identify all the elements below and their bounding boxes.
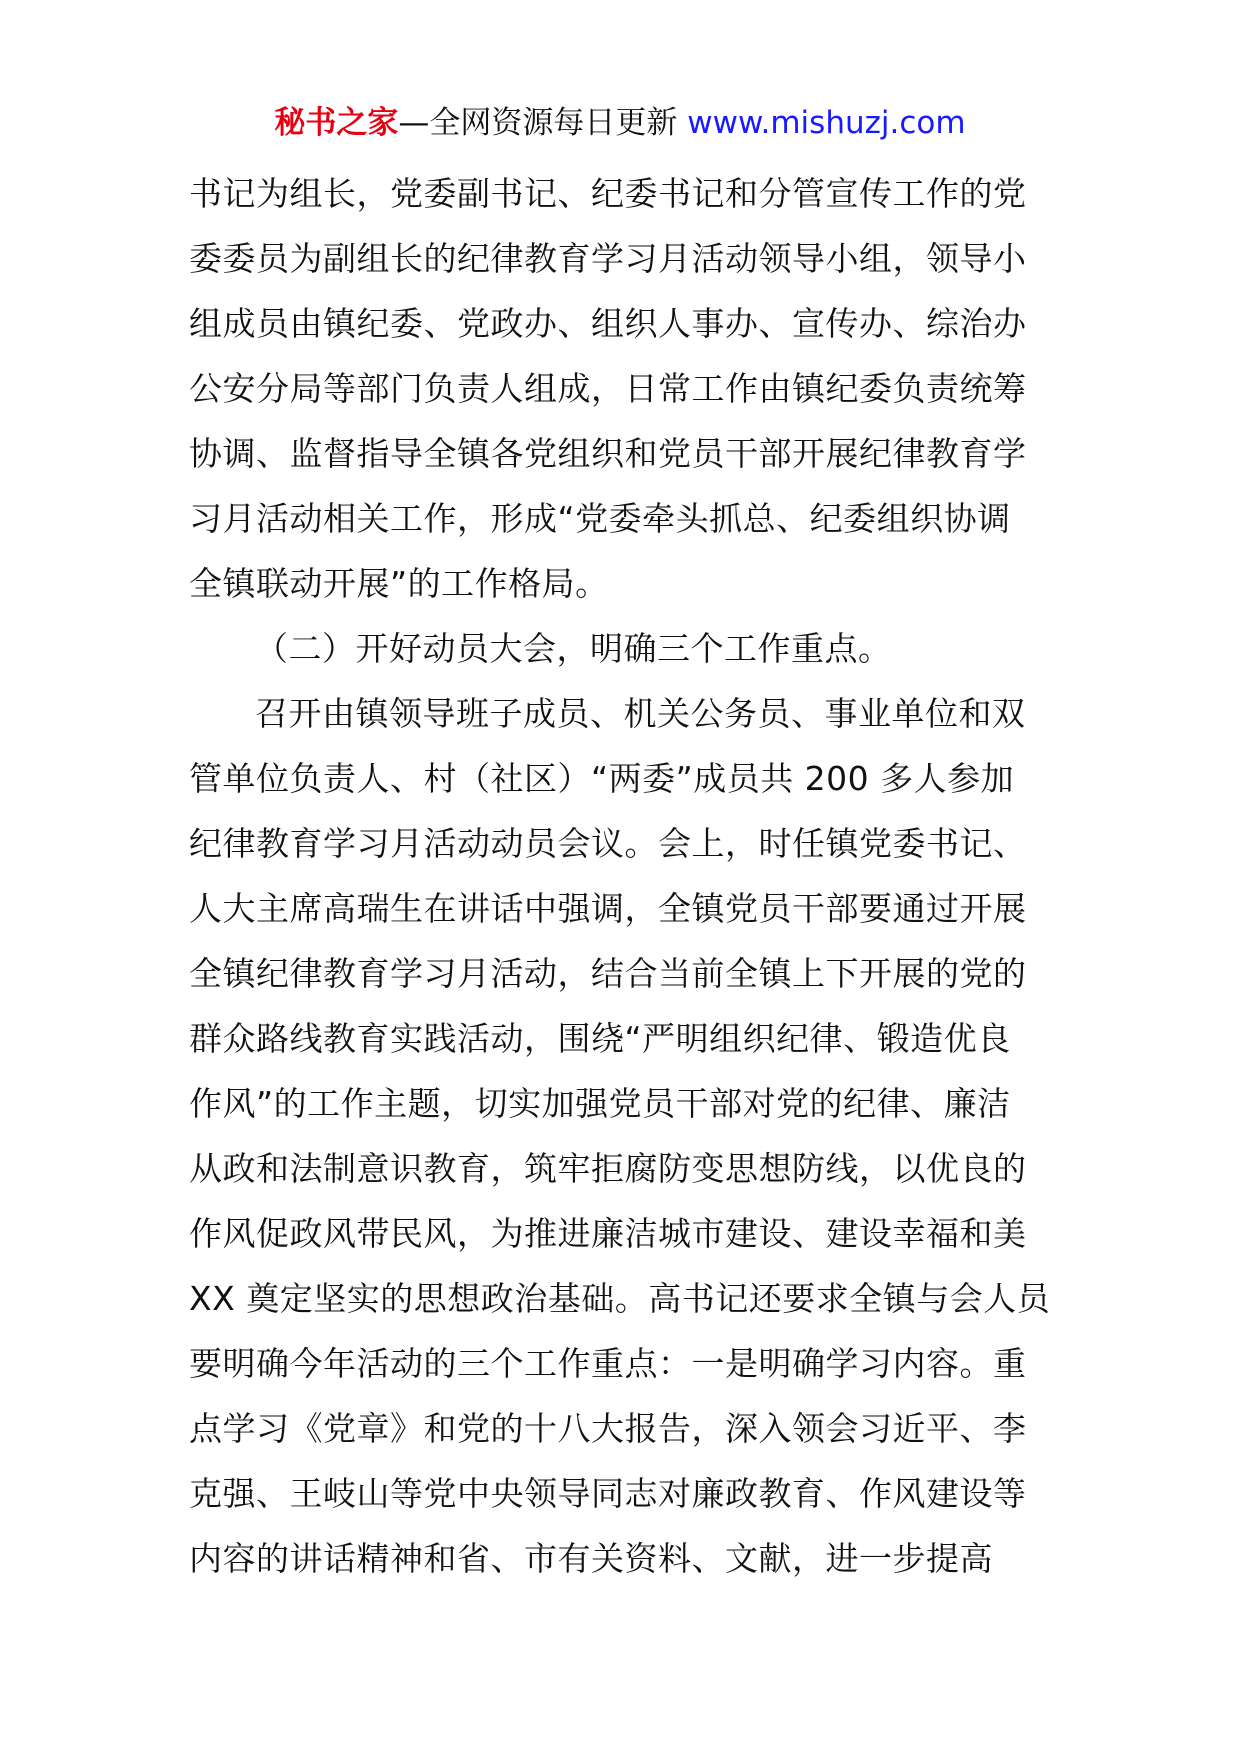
text-line: 作风”的工作主题，切实加强党员干部对党的纪律、廉洁	[189, 1084, 1011, 1123]
text-line: 协调、监督指导全镇各党组织和党员干部开展纪律教育学	[189, 434, 1027, 473]
text-line: 点学习《党章》和党的十八大报告，深入领会习近平、李	[189, 1409, 1027, 1448]
section-heading: （二）开好动员大会，明确三个工作重点。	[255, 629, 892, 668]
text-line: 组成员由镇纪委、党政办、组织人事办、宣传办、综治办	[189, 304, 1027, 343]
text-line: 人大主席高瑞生在讲话中强调，全镇党员干部要通过开展	[189, 889, 1027, 928]
text-line: 群众路线教育实践活动，围绕“严明组织纪律、锻造优良	[189, 1019, 1011, 1058]
paragraph-start: 召开由镇领导班子成员、机关公务员、事业单位和双	[255, 694, 1026, 733]
text-line: 作风促政风带民风，为推进廉洁城市建设、建设幸福和美	[189, 1214, 1027, 1253]
text-line: 克强、王岐山等党中央领导同志对廉政教育、作风建设等	[189, 1474, 1027, 1513]
header-slogan: —全网资源每日更新	[398, 105, 688, 141]
page-header	[0, 103, 1240, 143]
text-line: 书记为组长，党委副书记、纪委书记和分管宣传工作的党	[189, 174, 1027, 213]
text-line: 公安分局等部门负责人组成，日常工作由镇纪委负责统筹	[189, 369, 1027, 408]
text-line: 从政和法制意识教育，筑牢拒腐防变思想防线，以优良的	[189, 1149, 1027, 1188]
text-line: 纪律教育学习月活动动员会议。会上，时任镇党委书记、	[189, 824, 1027, 863]
document-body	[189, 161, 1069, 1591]
text-line: 管单位负责人、村（社区）“两委”成员共 200 多人参加	[189, 759, 1015, 798]
text-line: 内容的讲话精神和省、市有关资料、文献，进一步提高	[189, 1539, 993, 1578]
brand-name: 秘书之家	[274, 105, 399, 141]
text-line: 全镇联动开展”的工作格局。	[189, 564, 609, 603]
text-line: 委委员为副组长的纪律教育学习月活动领导小组，领导小	[189, 239, 1027, 278]
website-link[interactable]: www.mishuzj.com	[687, 105, 966, 141]
text-line: XX 奠定坚实的思想政治基础。高书记还要求全镇与会人员	[189, 1279, 1051, 1318]
text-line: 全镇纪律教育学习月活动，结合当前全镇上下开展的党的	[189, 954, 1027, 993]
text-line: 要明确今年活动的三个工作重点：一是明确学习内容。重	[189, 1344, 1027, 1383]
text-line: 习月活动相关工作，形成“党委牵头抓总、纪委组织协调	[189, 499, 1011, 538]
